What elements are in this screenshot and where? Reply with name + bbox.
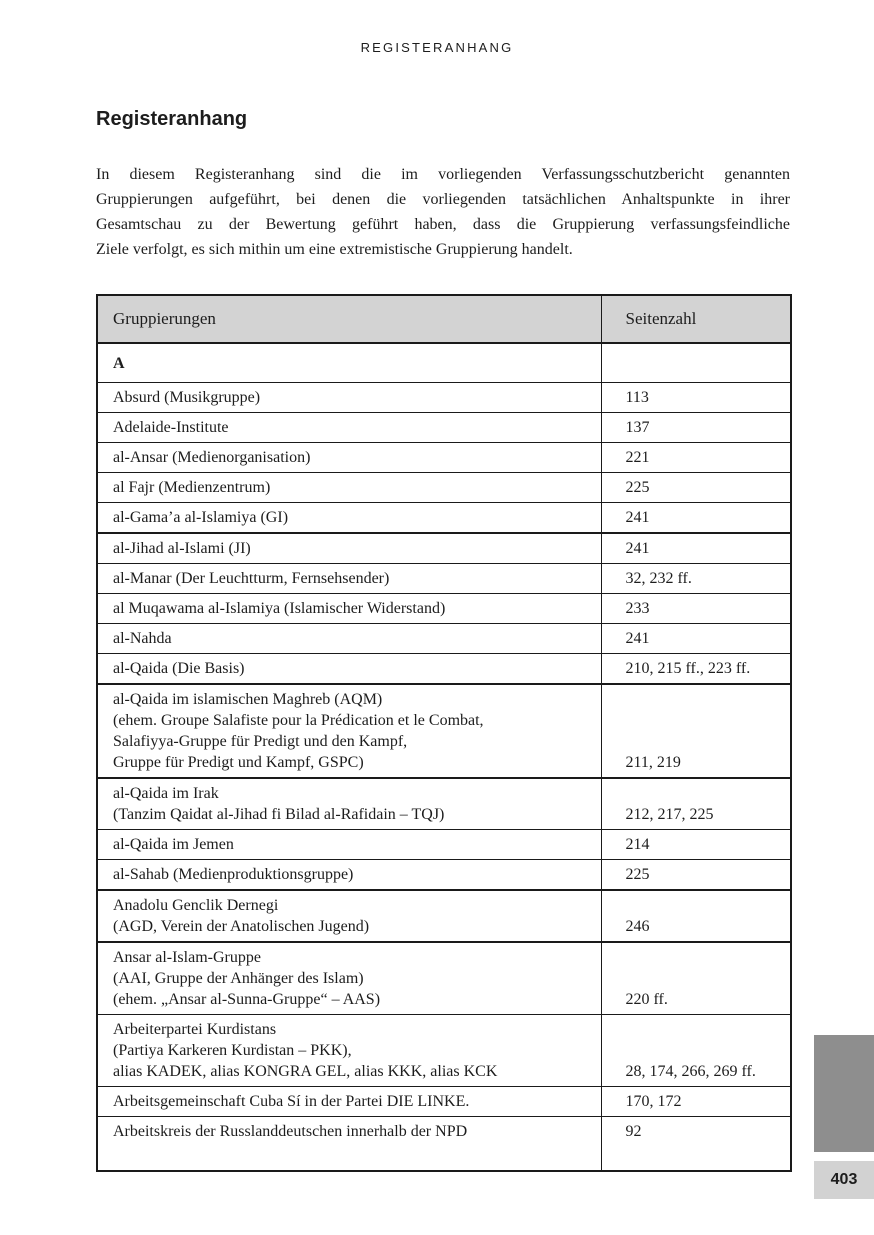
group-name: Anadolu Genclik Dernegi (AGD, Verein der Anatolischen Jugend): [97, 890, 601, 942]
table-row: [97, 443, 791, 473]
table-row: [97, 594, 791, 624]
intro-paragraph: [96, 162, 790, 262]
page-numbers: 241: [601, 624, 791, 654]
page-title: Registeranhang: [96, 108, 248, 130]
intro-line: Gesamtschau zu der Bewertung geführt haben, dass die Gruppierung verfassungsfeindliche: [96, 216, 790, 233]
page-numbers: 220 ff.: [601, 942, 791, 1015]
group-name: Absurd (Musikgruppe): [97, 383, 601, 413]
page-number: 403: [830, 1171, 858, 1188]
group-name: al-Gama’a al-Islamiya (GI): [97, 503, 601, 534]
table-row: [97, 383, 791, 413]
table-row: [97, 624, 791, 654]
table-row: [97, 830, 791, 860]
table-row: [97, 503, 791, 534]
page-numbers: 241: [601, 533, 791, 564]
group-name: Arbeitskreis der Russlanddeutschen innerhalb der NPD: [97, 1117, 601, 1172]
table-row: [97, 564, 791, 594]
page-numbers: 225: [601, 473, 791, 503]
group-name: al-Qaida (Die Basis): [97, 654, 601, 685]
section-letter: A: [97, 343, 601, 383]
group-name: al Muqawama al-Islamiya (Islamischer Widerstand): [97, 594, 601, 624]
page-numbers: 211, 219: [601, 684, 791, 778]
register-table: [96, 294, 792, 1172]
group-name: Arbeitsgemeinschaft Cuba Sí in der Partei DIE LINKE.: [97, 1087, 601, 1117]
page-numbers: 137: [601, 413, 791, 443]
group-name: al-Qaida im islamischen Maghreb (AQM) (ehem. Groupe Salafiste pour la Prédication et le Combat, Salafiyya-Gruppe für Predigt und den Kampf, Gruppe für Predigt und Kampf, GSPC): [97, 684, 601, 778]
table-row: [97, 1015, 791, 1087]
intro-line: Ziele verfolgt, es sich mithin um eine extremistische Gruppierung handelt.: [96, 241, 573, 258]
page-numbers: 92: [601, 1117, 791, 1172]
page-numbers: 214: [601, 830, 791, 860]
page-number-badge: [814, 1161, 874, 1199]
group-name: Arbeiterpartei Kurdistans (Partiya Karkeren Kurdistan – PKK), alias KADEK, alias KONGRA GEL, alias KKK, alias KCK: [97, 1015, 601, 1087]
table-row: [97, 778, 791, 830]
column-header-seitenzahl: Seitenzahl: [601, 295, 791, 343]
page-numbers: 221: [601, 443, 791, 473]
page-numbers: 233: [601, 594, 791, 624]
group-name: Adelaide-Institute: [97, 413, 601, 443]
group-name: al-Ansar (Medienorganisation): [97, 443, 601, 473]
group-name: al-Qaida im Irak (Tanzim Qaidat al-Jihad fi Bilad al-Rafidain – TQJ): [97, 778, 601, 830]
group-name: al-Sahab (Medienproduktionsgruppe): [97, 860, 601, 891]
page-numbers: 32, 232 ff.: [601, 564, 791, 594]
table-row: [97, 413, 791, 443]
table-row: [97, 890, 791, 942]
table-row: [97, 1117, 791, 1172]
group-name: al-Jihad al-Islami (JI): [97, 533, 601, 564]
group-name: al-Nahda: [97, 624, 601, 654]
table-row: [97, 684, 791, 778]
table-body: [97, 343, 791, 1171]
letter-section-row: [97, 343, 791, 383]
table-row: [97, 654, 791, 685]
page-numbers: 246: [601, 890, 791, 942]
page-edge-tab-marker: [814, 1035, 874, 1152]
table-header: [97, 295, 791, 343]
group-name: Ansar al-Islam-Gruppe (AAI, Gruppe der Anhänger des Islam) (ehem. „Ansar al-Sunna-Gruppe“ – AAS): [97, 942, 601, 1015]
page-numbers: 170, 172: [601, 1087, 791, 1117]
group-name: al-Manar (Der Leuchtturm, Fernsehsender): [97, 564, 601, 594]
running-header: REGISTERANHANG: [360, 40, 514, 55]
group-name: al-Qaida im Jemen: [97, 830, 601, 860]
page-numbers: 28, 174, 266, 269 ff.: [601, 1015, 791, 1087]
table-row: [97, 942, 791, 1015]
table-row: [97, 1087, 791, 1117]
intro-line: Gruppierungen aufgeführt, bei denen die vorliegenden tatsächlichen Anhaltspunkte in ihrer: [96, 191, 790, 208]
page-numbers: 225: [601, 860, 791, 891]
table-row: [97, 533, 791, 564]
page-numbers: [601, 343, 791, 383]
table-row: [97, 860, 791, 891]
page-numbers: 113: [601, 383, 791, 413]
table-row: [97, 473, 791, 503]
intro-line: In diesem Registeranhang sind die im vorliegenden Verfassungsschutzbericht genannten: [96, 166, 790, 183]
table-header-row: [97, 295, 791, 343]
column-header-gruppierungen: Gruppierungen: [97, 295, 601, 343]
page-numbers: 212, 217, 225: [601, 778, 791, 830]
page-numbers: 210, 215 ff., 223 ff.: [601, 654, 791, 685]
group-name: al Fajr (Medienzentrum): [97, 473, 601, 503]
page-numbers: 241: [601, 503, 791, 534]
